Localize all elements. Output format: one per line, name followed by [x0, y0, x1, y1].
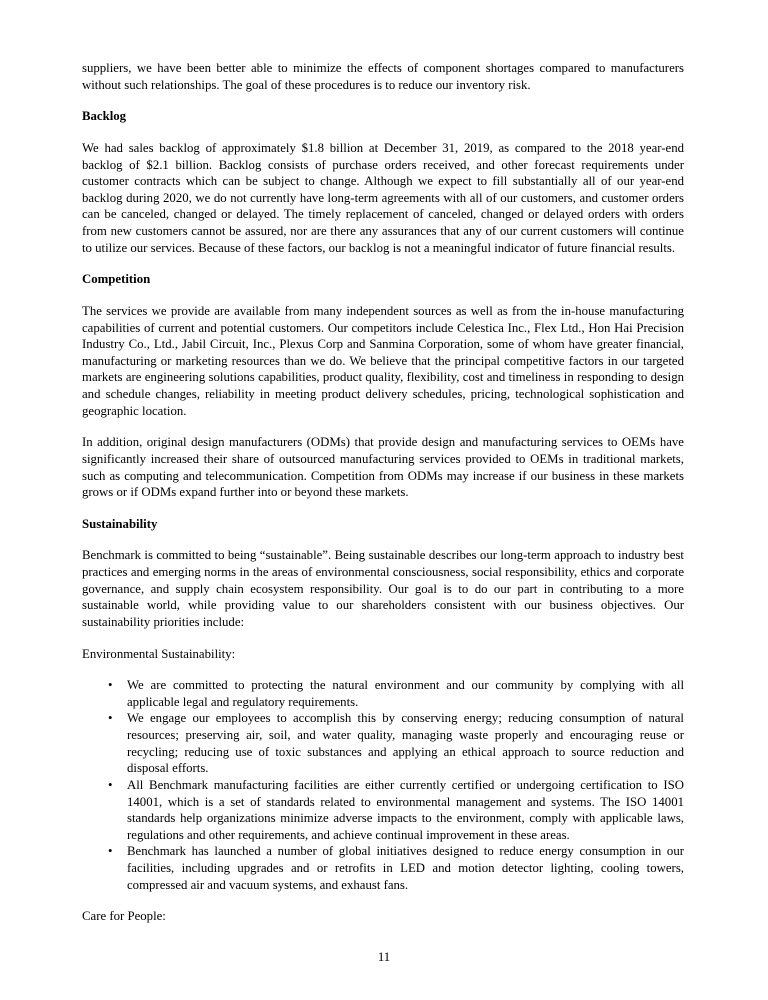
environmental-sustainability-label: Environmental Sustainability: [82, 646, 236, 661]
paragraph-sustainability: Benchmark is committed to being “sustainable”. Being sustainable describes our long-term approach to industry best practices and emerging norms in the areas of environmental consciousness, social responsibility, ethics and corporate governance, and supply chain ecosystem responsibility. Our goal is to do our part in contributing to a more sustainable world, while providing value to our shareholders consistent with our business objectives. Our sustainability priorities include: [82, 548, 684, 629]
paragraph-competition-1: The services we provide are available from many independent sources as well as from the in-house manufacturing capabilities of current and potential customers. Our competitors include Celestica Inc., Flex Ltd., Hon Hai Precision Industry Co., Ltd., Jabil Circuit, Inc., Plexus Corp and Sanmina Corporation, some of whom have greater financial, manufacturing or marketing resources than we do. We believe that the principal competitive factors in our targeted markets are engineering solutions capabilities, product quality, flexibility, cost and timeliness in responding to design and schedule changes, reliability in meeting product delivery schedules, pricing, technological sophistication and geographic location. [82, 303, 684, 418]
paragraph-competition-2: In addition, original design manufacturers (ODMs) that provide design and manufacturing services to OEMs have significantly increased their share of outsourced manufacturing services provided to OEMs in traditional markets, such as computing and telecommunication. Competition from ODMs may increase if our business in these markets grows or if ODMs expand further into or beyond these markets. [82, 435, 684, 500]
bullet-item: • We engage our employees to accomplish this by conserving energy; reducing consumption of natural resources; preserving air, soil, and water quality, managing waste properly and encouraging reuse or recycling; reducing use of toxic substances and applying an ethical approach to source reduction and disposal efforts. [106, 710, 684, 777]
bullet-item: • All Benchmark manufacturing facilities are either currently certified or undergoing certification to ISO 14001, which is a set of standards related to environmental management and systems. The ISO 14001 standards help organizations minimize adverse impacts to the environment, comply with applicable laws, regulations and other requirements, and achieve continual improvement in these areas. [106, 777, 684, 844]
section-heading-sustainability: Sustainability [82, 516, 158, 531]
bullet-list-environmental [82, 677, 684, 893]
bullet-item: • We are committed to protecting the natural environment and our community by complying with all applicable legal and regulatory requirements. [106, 677, 684, 710]
bullet-item: • Benchmark has launched a number of global initiatives designed to reduce energy consumption in our facilities, including upgrades and or retrofits in LED and motion detector lighting, cooling towers, compressed air and vacuum systems, and exhaust fans. [106, 843, 684, 893]
paragraph-backlog: We had sales backlog of approximately $1.8 billion at December 31, 2019, as compared to the 2018 year-end backlog of $2.1 billion. Backlog consists of purchase orders received, and other forecast requirements under customer contracts which can be subject to change. Although we expect to fill substantially all of our year-end backlog during 2020, we do not currently have long-term agreements with all of our customers, and customer orders can be canceled, changed or delayed. The timely replacement of canceled, changed or delayed orders with orders from new customers cannot be assured, nor are there any assurances that any of our current customers will continue to utilize our services. Because of these factors, our backlog is not a meaningful indicator of future financial results. [82, 140, 684, 255]
section-heading-competition: Competition [82, 272, 151, 287]
care-for-people-label: Care for People: [82, 909, 166, 924]
page-number: 11 [377, 950, 391, 965]
section-heading-backlog: Backlog [82, 109, 127, 124]
paragraph-intro: suppliers, we have been better able to minimize the effects of component shortages compared to manufacturers without such relationships. The goal of these procedures is to reduce our inventory risk. [82, 61, 684, 92]
